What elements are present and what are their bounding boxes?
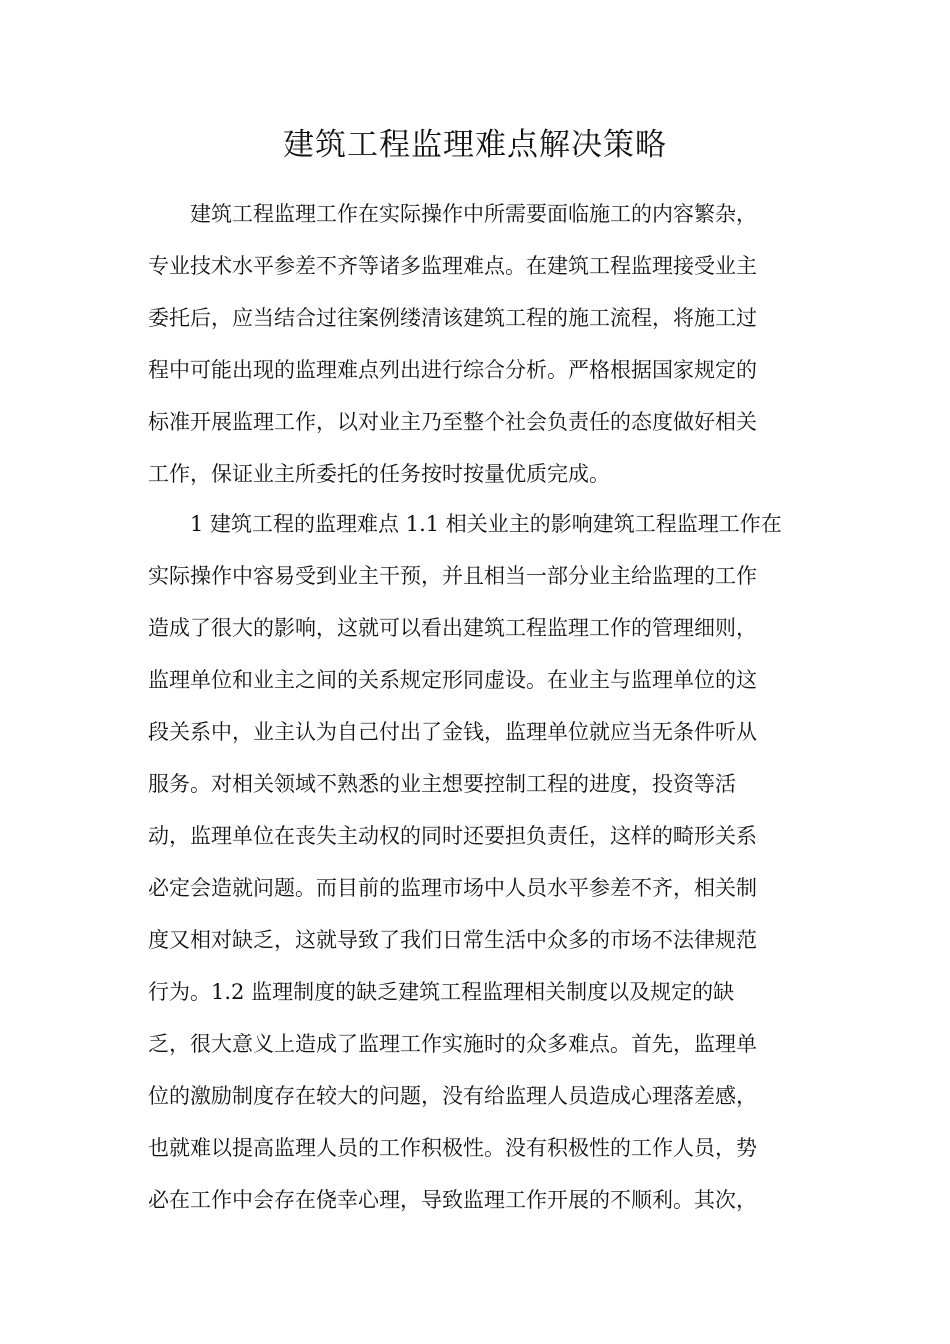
document-title: 建筑工程监理难点解决策略 <box>283 127 667 163</box>
paragraph-2-line-3: 造成了很大的影响，这就可以看出建筑工程监理工作的管理细则， <box>148 616 757 640</box>
paragraph-2-line-14: 必在工作中会存在侥幸心理，导致监理工作开展的不顺利。其次， <box>148 1188 757 1212</box>
paragraph-2-line-13: 也就难以提高监理人员的工作积极性。没有积极性的工作人员，势 <box>148 1136 757 1160</box>
paragraph-2-line-7: 动，监理单位在丧失主动权的同时还要担负责任，这样的畸形关系 <box>148 824 757 848</box>
paragraph-1-line-5: 标准开展监理工作，以对业主乃至整个社会负责任的态度做好相关 <box>148 410 757 434</box>
paragraph-2-line-6: 服务。对相关领域不熟悉的业主想要控制工程的进度，投资等活 <box>148 772 736 796</box>
paragraph-2-line-1: 1 建筑工程的监理难点 1.1 相关业主的影响建筑工程监理工作在 <box>190 512 782 536</box>
paragraph-1-line-2: 专业技术水平参差不齐等诸多监理难点。在建筑工程监理接受业主 <box>148 254 757 278</box>
paragraph-2-line-8: 必定会造就问题。而目前的监理市场中人员水平参差不齐，相关制 <box>148 876 757 900</box>
paragraph-2-line-10: 行为。1.2 监理制度的缺乏建筑工程监理相关制度以及规定的缺 <box>148 980 735 1004</box>
paragraph-1-line-1: 建筑工程监理工作在实际操作中所需要面临施工的内容繁杂， <box>190 202 757 226</box>
paragraph-2-line-4: 监理单位和业主之间的关系规定形同虚设。在业主与监理单位的这 <box>148 668 757 692</box>
paragraph-1-line-3: 委托后，应当结合过往案例缕清该建筑工程的施工流程，将施工过 <box>148 306 757 330</box>
paragraph-2-line-12: 位的激励制度存在较大的问题，没有给监理人员造成心理落差感， <box>148 1084 757 1108</box>
paragraph-2-line-9: 度又相对缺乏，这就导致了我们日常生活中众多的市场不法律规范 <box>148 928 757 952</box>
paragraph-1-line-4: 程中可能出现的监理难点列出进行综合分析。严格根据国家规定的 <box>148 358 757 382</box>
paragraph-1-line-6: 工作，保证业主所委托的任务按时按量优质完成。 <box>148 462 610 486</box>
paragraph-2-line-2: 实际操作中容易受到业主干预，并且相当一部分业主给监理的工作 <box>148 564 757 588</box>
paragraph-2-line-11: 乏，很大意义上造成了监理工作实施时的众多难点。首先，监理单 <box>148 1032 757 1056</box>
paragraph-2-line-5: 段关系中，业主认为自己付出了金钱，监理单位就应当无条件听从 <box>148 720 757 744</box>
